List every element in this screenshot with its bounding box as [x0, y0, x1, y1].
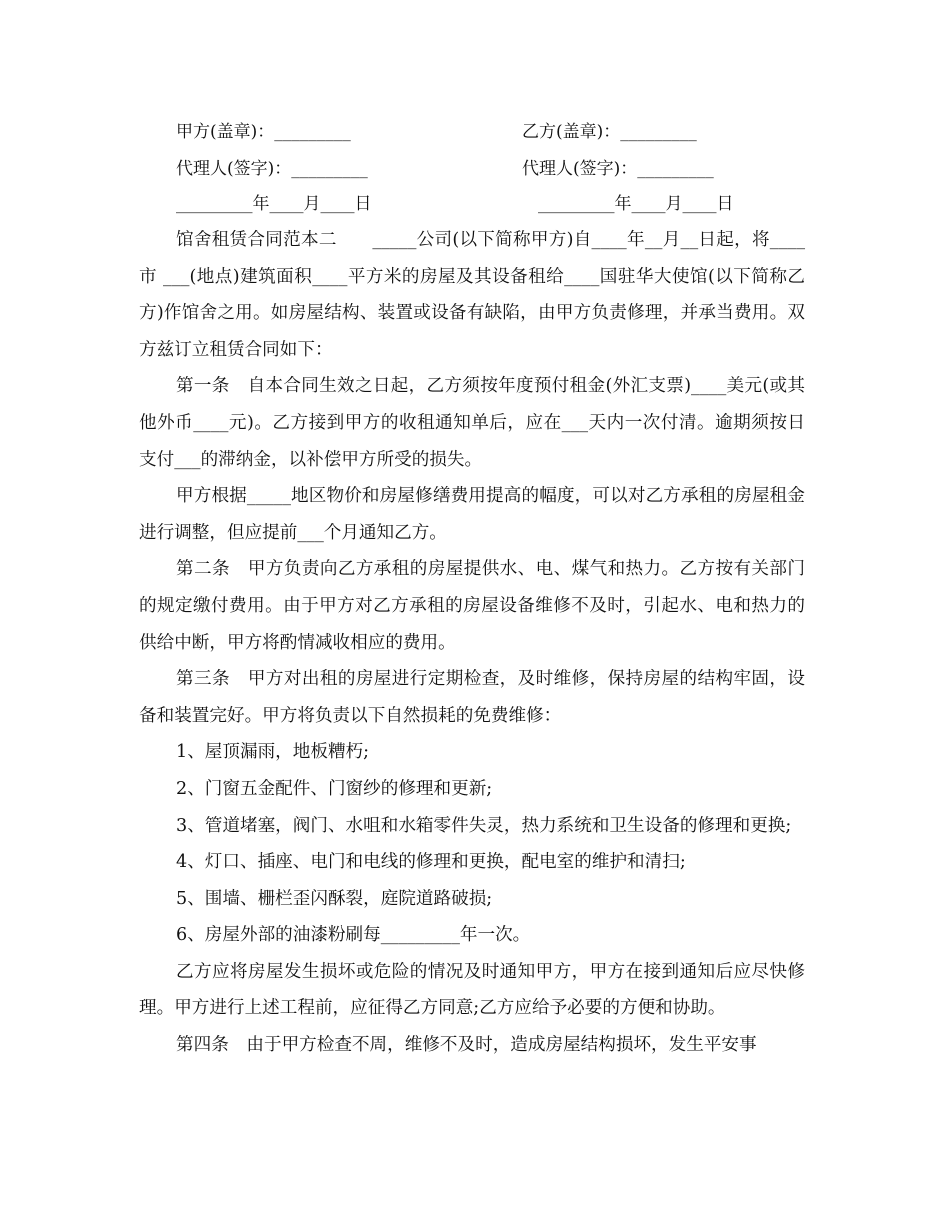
intro-paragraph: 馆舍租赁合同范本二 _____公司(以下简称甲方)自____年__月__日起，将____市 ___(地点)建筑面积____平方米的房屋及其设备租给____国驻华大使馆(以下简称乙方)作馆舍之用。如房屋结构、装置或设备有缺陷，由甲方负责修理，并承当费用。双方兹订立租赁合同如下：: [139, 230, 805, 360]
contract-body: [139, 222, 805, 1064]
article-4-paragraph: 第四条 由于甲方检查不周，维修不及时，造成房屋结构损坏，发生平安事: [176, 1035, 757, 1056]
repair-item-3: 3、管道堵塞，阀门、水咀和水箱零件失灵，热力系统和卫生设备的修理和更换;: [176, 815, 792, 836]
agent-b-signature-line: 代理人(签字)：_________: [522, 159, 714, 179]
repair-item-1: 1、屋顶漏雨，地板糟朽;: [176, 742, 370, 763]
article-3-paragraph: 第三条 甲方对出租的房屋进行定期检查，及时维修，保持房屋的结构牢固，设备和装置完好。甲方将负责以下自然损耗的免费维修：: [139, 669, 805, 726]
repair-item-5: 5、围墙、栅栏歪闪酥裂，庭院道路破损;: [176, 888, 493, 909]
agent-a-signature-line: 代理人(签字)：_________: [176, 159, 368, 179]
notification-paragraph: 乙方应将房屋发生损坏或危险的情况及时通知甲方，甲方在接到通知后应尽快修理。甲方进行上述工程前，应征得乙方同意;乙方应给予必要的方便和协助。: [139, 961, 805, 1019]
date-row: [176, 189, 816, 219]
party-b-seal-line: 乙方(盖章)：_________: [522, 122, 697, 142]
rent-adjustment-paragraph: 甲方根据_____地区物价和房屋修缮费用提高的幅度，可以对乙方承租的房屋租金进行调整，但应提前___个月通知乙方。: [139, 486, 805, 543]
repair-item-6: 6、房屋外部的油漆粉刷每_________年一次。: [176, 925, 531, 946]
seal-row: [176, 117, 816, 147]
article-2-paragraph: 第二条 甲方负责向乙方承租的房屋提供水、电、煤气和热力。乙方按有关部门的规定缴付费用。由于甲方对乙方承租的房屋设备维修不及时，引起水、电和热力的供给中断，甲方将酌情减收相应的费用。: [139, 559, 805, 653]
party-a-date-line: _________年____月____日: [176, 194, 372, 214]
party-b-date-line: _________年____月____日: [538, 194, 734, 214]
repair-item-4: 4、灯口、插座、电门和电线的修理和更换，配电室的维护和清扫;: [176, 852, 686, 873]
party-a-seal-line: 甲方(盖章)：_________: [176, 122, 351, 142]
repair-item-2: 2、门窗五金配件、门窗纱的修理和更新;: [176, 778, 493, 799]
agent-row: [176, 154, 816, 184]
article-1-paragraph: 第一条 自本合同生效之日起，乙方须按年度预付租金(外汇支票)____美元(或其他外币____元)。乙方接到甲方的收租通知单后，应在___天内一次付清。逾期须按日支付___的滞纳金，以补偿甲方所受的损失。: [139, 376, 805, 470]
